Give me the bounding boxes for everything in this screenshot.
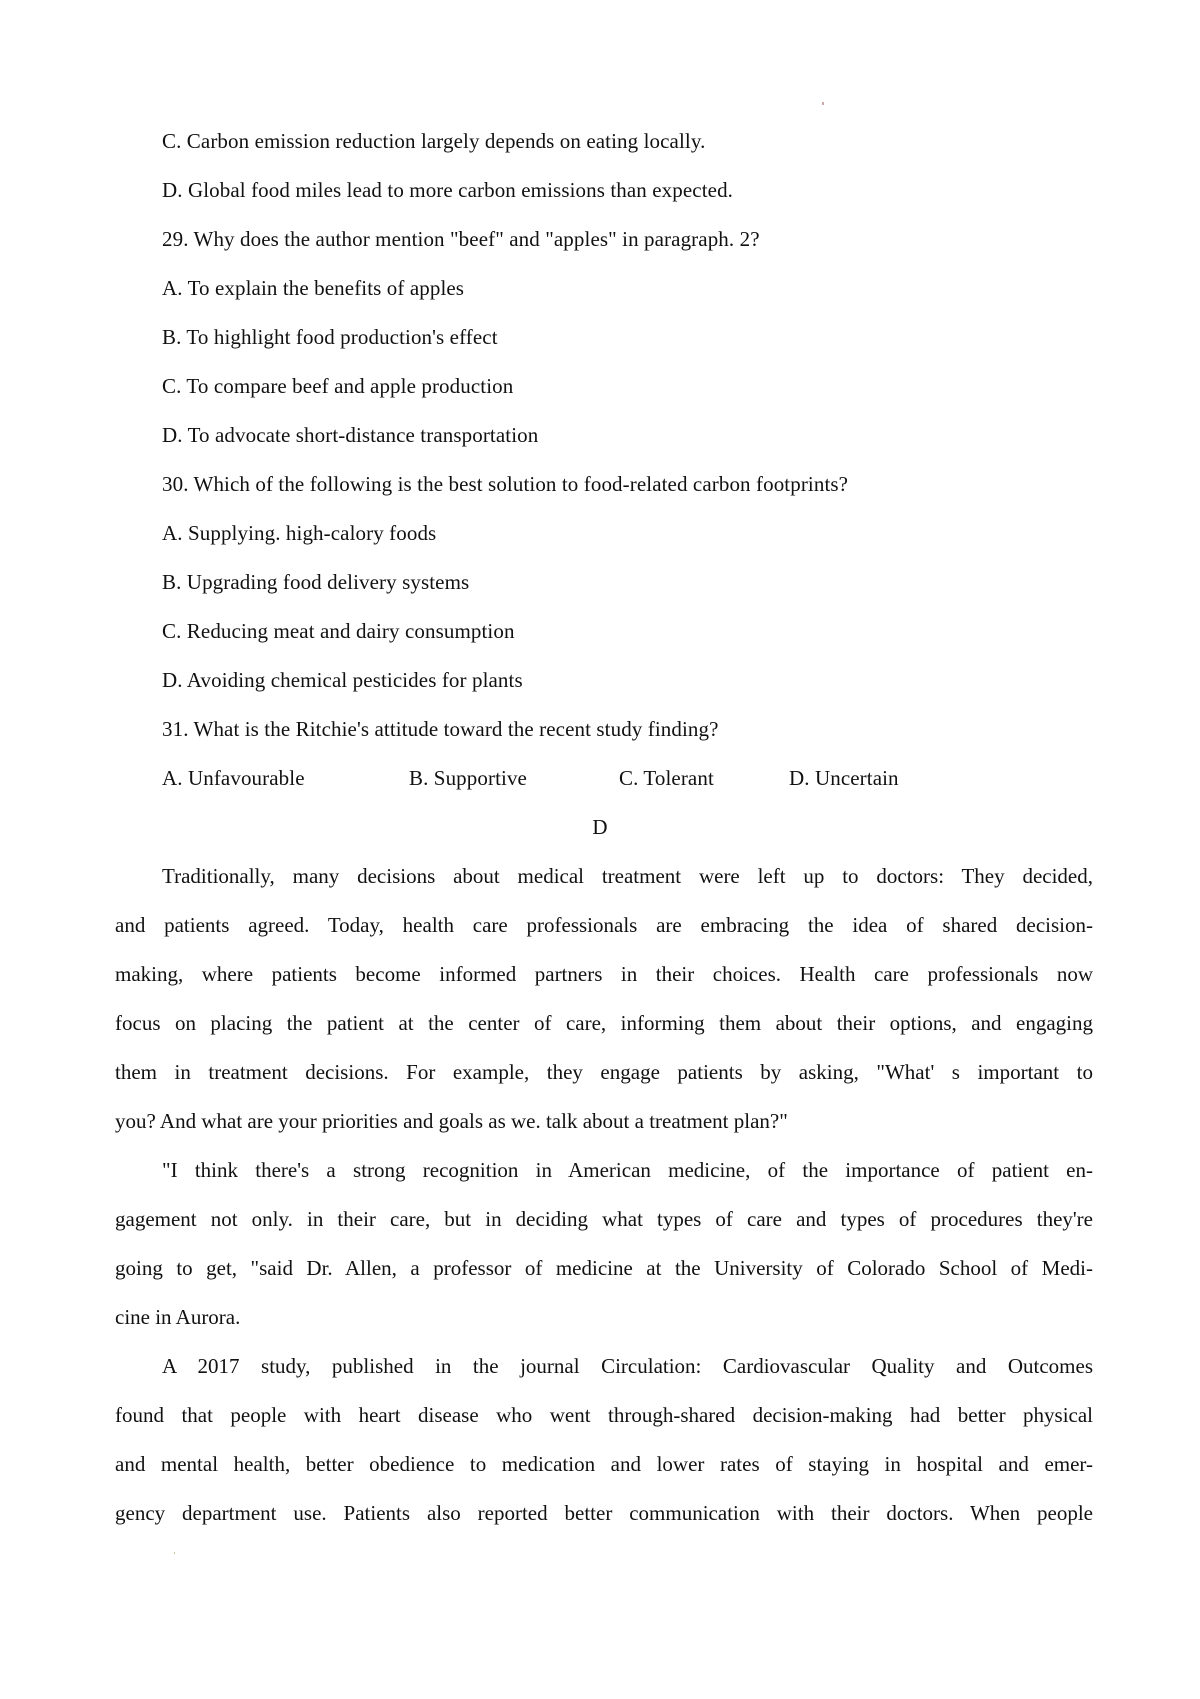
q31-stem: 31. What is the Ritchie's attitude toward the recent study finding?: [162, 717, 719, 741]
paragraph-line: focus on placing the patient at the center of care, informing them about their options, and engaging: [115, 1011, 1093, 1035]
q29-option-a: A. To explain the benefits of apples: [162, 276, 465, 300]
paragraph-line: and patients agreed. Today, health care professionals are embracing the idea of shared decision-: [115, 913, 1093, 937]
q30-option-d: D. Avoiding chemical pesticides for plants: [162, 668, 523, 692]
paragraph-line: gagement not only. in their care, but in deciding what types of care and types of procedures they're: [115, 1207, 1093, 1231]
paragraph-line: gency department use. Patients also reported better communication with their doctors. When people: [115, 1501, 1093, 1525]
paragraph-line: found that people with heart disease who went through-shared decision-making had better physical: [115, 1403, 1093, 1427]
paragraph-line: A 2017 study, published in the journal Circulation: Cardiovascular Quality and Outcomes: [162, 1354, 1093, 1378]
q28-option-c: C. Carbon emission reduction largely depends on eating locally.: [162, 129, 706, 153]
q29-stem: 29. Why does the author mention "beef" and "apples" in paragraph. 2?: [162, 227, 760, 251]
paragraph-line: making, where patients become informed partners in their choices. Health care professionals now: [115, 962, 1093, 986]
paragraph-line: them in treatment decisions. For example, they engage patients by asking, "What' s important to: [115, 1060, 1093, 1084]
section-heading: D: [592, 815, 608, 839]
paragraph-line: cine in Aurora.: [115, 1305, 241, 1329]
q30-stem: 30. Which of the following is the best solution to food-related carbon footprints?: [162, 472, 849, 496]
paragraph-line: "I think there's a strong recognition in American medicine, of the importance of patient en-: [162, 1158, 1093, 1182]
q29-option-d: D. To advocate short-distance transportation: [162, 423, 539, 447]
q31-option-b: B. Supportive: [409, 766, 527, 790]
paragraph-line: and mental health, better obedience to medication and lower rates of staying in hospital and emer-: [115, 1452, 1093, 1476]
q28-option-d: D. Global food miles lead to more carbon emissions than expected.: [162, 178, 734, 202]
scan-speck: [822, 102, 824, 105]
paragraph-line: going to get, "said Dr. Allen, a professor of medicine at the University of Colorado School of Medi-: [115, 1256, 1093, 1280]
q31-option-d: D. Uncertain: [789, 766, 899, 790]
scan-speck: [174, 1552, 175, 1554]
q30-option-c: C. Reducing meat and dairy consumption: [162, 619, 515, 643]
q30-option-b: B. Upgrading food delivery systems: [162, 570, 470, 594]
q31-options-row: [162, 765, 962, 791]
q31-option-c: C. Tolerant: [619, 766, 714, 790]
q31-option-a: A. Unfavourable: [162, 766, 305, 790]
paragraph-line: Traditionally, many decisions about medical treatment were left up to doctors: They decided,: [162, 864, 1093, 888]
q30-option-a: A. Supplying. high-calory foods: [162, 521, 437, 545]
q29-option-b: B. To highlight food production's effect: [162, 325, 498, 349]
paragraph-line: you? And what are your priorities and goals as we. talk about a treatment plan?": [115, 1109, 788, 1133]
q29-option-c: C. To compare beef and apple production: [162, 374, 514, 398]
